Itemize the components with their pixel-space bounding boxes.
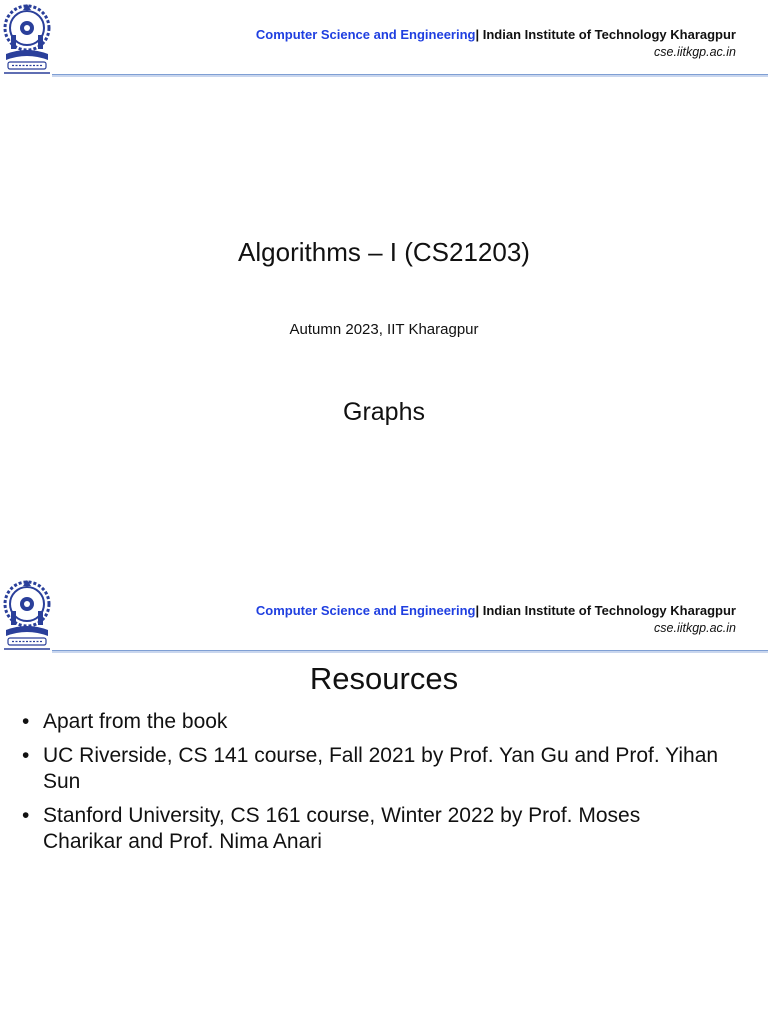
bullet-icon: •	[22, 744, 30, 767]
header-separator: |	[475, 603, 480, 618]
institute-name: Indian Institute of Technology Kharagpur	[479, 603, 736, 618]
course-term: Autumn 2023, IIT Kharagpur	[289, 321, 479, 338]
resources-slide	[0, 576, 768, 1024]
list-item-text: Stanford University, CS 161 course, Winter 2022 by Prof. Moses Charikar and Prof. Nima Anari	[43, 804, 641, 853]
course-title: Algorithms – I (CS21203)	[238, 237, 530, 267]
list-item-text: Apart from the book	[43, 710, 228, 733]
list-item	[22, 709, 722, 735]
slide-header	[0, 576, 768, 654]
header-affiliation	[256, 603, 736, 619]
header-url: cse.iitkgp.ac.in	[654, 621, 736, 635]
header-separator: |	[475, 27, 480, 42]
iit-kharagpur-emblem-icon	[2, 578, 52, 652]
slide-title: Resources	[309, 661, 459, 696]
resource-list	[22, 709, 722, 863]
institute-name: Indian Institute of Technology Kharagpur	[479, 27, 736, 42]
slide-header	[0, 0, 768, 78]
iit-kharagpur-emblem-icon	[2, 2, 52, 76]
header-affiliation	[256, 27, 736, 43]
header-divider	[52, 650, 768, 653]
header-url: cse.iitkgp.ac.in	[654, 45, 736, 59]
lecture-topic: Graphs	[343, 398, 425, 426]
list-item	[22, 743, 722, 795]
bullet-icon: •	[22, 804, 30, 827]
list-item-text: UC Riverside, CS 141 course, Fall 2021 by Prof. Yan Gu and Prof. Yihan Sun	[43, 744, 719, 793]
header-divider	[52, 74, 768, 77]
department-name: Computer Science and Engineering	[255, 603, 476, 618]
bullet-icon: •	[22, 710, 30, 733]
department-name: Computer Science and Engineering	[255, 27, 476, 42]
list-item	[22, 803, 722, 855]
